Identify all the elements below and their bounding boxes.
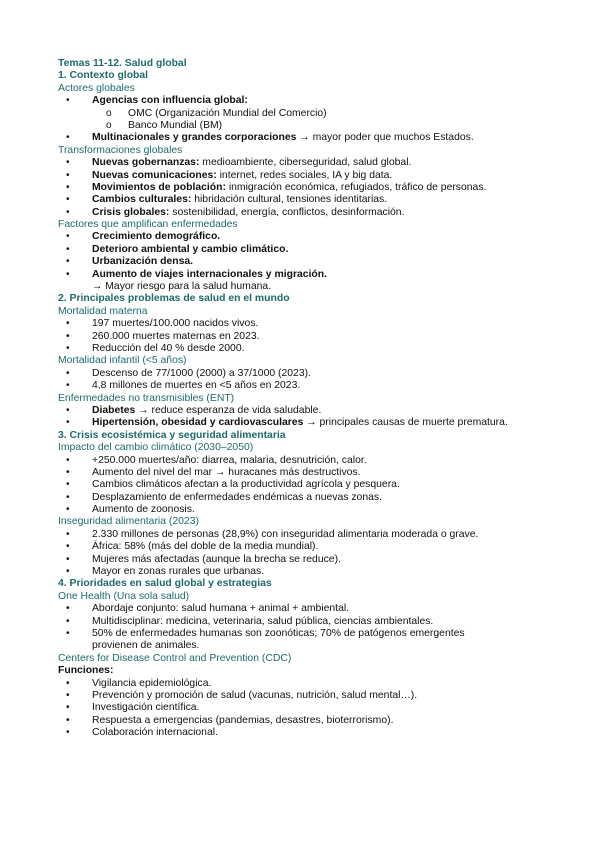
list-item [58, 678, 558, 690]
list-item [58, 405, 558, 417]
section-heading-crisis: 3. Crisis ecosistémica y seguridad alimentaria [58, 429, 286, 441]
list-item [58, 715, 558, 727]
list-item-bold: Diabetes [92, 404, 136, 416]
bullet-glyph: • [66, 627, 70, 639]
list-item-text: → mayor poder que muchos Estados. [296, 132, 474, 144]
subheading-inseguridad: Inseguridad alimentaria (2023) [58, 516, 199, 528]
bullet-glyph: • [66, 603, 70, 615]
bullet-glyph: • [66, 169, 70, 181]
list-item [58, 207, 558, 219]
section-heading-contexto: 1. Contexto global [58, 70, 149, 82]
bullet-glyph: • [66, 231, 70, 243]
bullet-glyph: • [66, 454, 70, 466]
bullet-glyph: • [66, 553, 70, 565]
list-item-text: Colaboración internacional. [92, 727, 218, 739]
bullet-glyph: • [66, 194, 70, 206]
subheading-materna: Mortalidad materna [58, 305, 148, 317]
bullet-glyph: • [66, 318, 70, 330]
bullet-glyph: • [66, 528, 70, 540]
list-item [58, 269, 558, 281]
list-item-text: → principales causas de muerte prematura. [303, 417, 508, 429]
subheading-factores: Factores que amplifican enfermedades [58, 219, 238, 231]
list-item-text: Reducción del 40 % desde 2000. [92, 342, 245, 354]
list-item [58, 690, 558, 702]
subheading-clima: Impacto del cambio climático (2030–2050) [58, 442, 254, 454]
bullet-glyph: • [66, 417, 70, 429]
sub-list-item-text: OMC (Organización Mundial del Comercio) [128, 107, 327, 119]
list-item [58, 455, 558, 467]
list-item [58, 492, 558, 504]
list-item [58, 628, 558, 640]
list-item-text: Aumento del nivel del mar → huracanes más destructivos. [92, 466, 361, 478]
list-item [58, 368, 558, 380]
bullet-glyph: • [66, 677, 70, 689]
bullet-glyph: • [66, 132, 70, 144]
note-line: → Mayor riesgo para la salud humana. [92, 281, 272, 293]
list-item [58, 157, 558, 169]
list-item-text: Abordaje conjunto: salud humana + animal + ambiental. [92, 603, 350, 615]
bullet-glyph: • [66, 479, 70, 491]
bullet-glyph: • [66, 491, 70, 503]
list-item-text: internet, redes sociales, IA y big data. [216, 169, 393, 181]
document-content [58, 58, 558, 739]
list-item-text: Descenso de 77/1000 (2000) a 37/1000 (2023). [92, 367, 311, 379]
bullet-glyph: • [66, 466, 70, 478]
list-item-text: Prevención y promoción de salud (vacunas, nutrición, salud mental…). [92, 689, 418, 701]
list-item [58, 417, 558, 429]
section-heading-problemas: 2. Principales problemas de salud en el mundo [58, 293, 290, 305]
sub-bullet-glyph: o [106, 119, 112, 131]
list-item-bold: Aumento de viajes internacionales y migración. [92, 268, 328, 280]
list-item [58, 331, 558, 343]
list-item-text: 197 muertes/100.000 nacidos vivos. [92, 318, 259, 330]
bullet-glyph: • [66, 689, 70, 701]
list-item-text: Vigilancia epidemiológica. [92, 677, 212, 689]
list-item [58, 343, 558, 355]
list-item-text: Mayor en zonas rurales que urbanas. [92, 566, 265, 578]
list-item-text: → reduce esperanza de vida saludable. [135, 404, 322, 416]
funciones-label: Funciones: [58, 665, 114, 677]
list-item [58, 603, 558, 615]
sub-list-item-text: Banco Mundial (BM) [128, 119, 223, 131]
bullet-glyph: • [66, 256, 70, 268]
list-item-text: 2.330 millones de personas (28,9%) con inseguridad alimentaria moderada o grave. [92, 528, 479, 540]
list-item-text: Cambios climáticos afectan a la productividad agrícola y pesquera. [92, 479, 400, 491]
list-item [58, 95, 558, 107]
bullet-glyph: • [66, 157, 70, 169]
list-item [58, 504, 558, 516]
list-item-bold: Agencias con influencia global: [92, 95, 248, 107]
subheading-cdc: Centers for Disease Control and Prevention (CDC) [58, 652, 292, 664]
subheading-transformaciones: Transformaciones globales [58, 144, 183, 156]
list-item-bold: Deterioro ambiental y cambio climático. [92, 243, 289, 255]
bullet-glyph: • [66, 727, 70, 739]
list-item-bold: Movimientos de población: [92, 181, 226, 193]
list-item [58, 529, 558, 541]
document-title: Temas 11-12. Salud global [58, 58, 187, 69]
list-item [58, 479, 558, 491]
bullet-glyph: • [66, 342, 70, 354]
list-item-text: Desplazamiento de enfermedades endémicas a nuevas zonas. [92, 491, 382, 503]
list-item-bold: Crisis globales: [92, 206, 170, 218]
list-item-text: hibridación cultural, tensiones identitarias. [191, 194, 388, 206]
sub-list-item [58, 120, 558, 132]
list-item [58, 170, 558, 182]
subheading-ent: Enfermedades no transmisibles (ENT) [58, 392, 235, 404]
list-item-text: 260.000 muertes maternas en 2023. [92, 330, 260, 342]
list-item-text: medioambiente, ciberseguridad, salud global. [199, 157, 412, 169]
list-item-bold: Cambios culturales: [92, 194, 192, 206]
list-item-text: Aumento de zoonosis. [92, 504, 195, 516]
list-item-text: inmigración económica, refugiados, tráfico de personas. [225, 181, 487, 193]
list-item [58, 380, 558, 392]
sub-bullet-glyph: o [106, 107, 112, 119]
bullet-glyph: • [66, 268, 70, 280]
bullet-glyph: • [66, 541, 70, 553]
bullet-glyph: • [66, 566, 70, 578]
list-item-bold: Nuevas comunicaciones: [92, 169, 217, 181]
list-item [58, 182, 558, 194]
bullet-glyph: • [66, 714, 70, 726]
bullet-glyph: • [66, 367, 70, 379]
list-item [58, 256, 558, 268]
list-item-text: 50% de enfermedades humanas son zoonóticas; 70% de patógenos emergentes [92, 627, 465, 639]
list-item [58, 566, 558, 578]
list-item-bold: Hipertensión, obesidad y cardiovasculares [92, 417, 304, 429]
section-heading-prioridades: 4. Prioridades en salud global y estrategias [58, 578, 272, 590]
list-item-bold: Crecimiento demográfico. [92, 231, 221, 243]
subheading-actores: Actores globales [58, 82, 135, 94]
list-item [58, 727, 558, 739]
bullet-glyph: • [66, 504, 70, 516]
list-item-bold: Urbanización densa. [92, 256, 194, 268]
subheading-infantil: Mortalidad infantil (<5 años) [58, 355, 187, 367]
list-item [58, 541, 558, 553]
list-item-continuation: provienen de animales. [92, 640, 200, 652]
list-item [58, 702, 558, 714]
bullet-glyph: • [66, 404, 70, 416]
list-item [58, 231, 558, 243]
list-item-bold: Nuevas gobernanzas: [92, 157, 200, 169]
subheading-onehealth: One Health (Una sola salud) [58, 590, 190, 602]
list-item-text: Multidisciplinar: medicina, veterinaria, salud pública, ciencias ambientales. [92, 615, 434, 627]
list-item-text: Investigación científica. [92, 702, 200, 714]
list-item-text: 4,8 millones de muertes en <5 años en 2023. [92, 380, 301, 392]
bullet-glyph: • [66, 702, 70, 714]
list-item [58, 554, 558, 566]
bullet-glyph: • [66, 243, 70, 255]
bullet-glyph: • [66, 615, 70, 627]
list-item-bold: Multinacionales y grandes corporaciones [92, 132, 297, 144]
bullet-glyph: • [66, 95, 70, 107]
list-item [58, 467, 558, 479]
list-item-text: sostenibilidad, energía, conflictos, desinformación. [169, 206, 405, 218]
list-item [58, 616, 558, 628]
list-item [58, 318, 558, 330]
list-item [58, 194, 558, 206]
bullet-glyph: • [66, 330, 70, 342]
list-item [58, 132, 558, 144]
bullet-glyph: • [66, 181, 70, 193]
list-item-text: Mujeres más afectadas (aunque la brecha se reduce). [92, 553, 341, 565]
bullet-glyph: • [66, 380, 70, 392]
sub-list-item [58, 108, 558, 120]
list-item [58, 244, 558, 256]
list-item-text: África: 58% (más del doble de la media mundial). [92, 541, 319, 553]
list-item-text: +250.000 muertes/año: diarrea, malaria, desnutrición, calor. [92, 454, 367, 466]
list-item-text: Respuesta a emergencias (pandemias, desastres, bioterrorismo). [92, 714, 394, 726]
bullet-glyph: • [66, 206, 70, 218]
